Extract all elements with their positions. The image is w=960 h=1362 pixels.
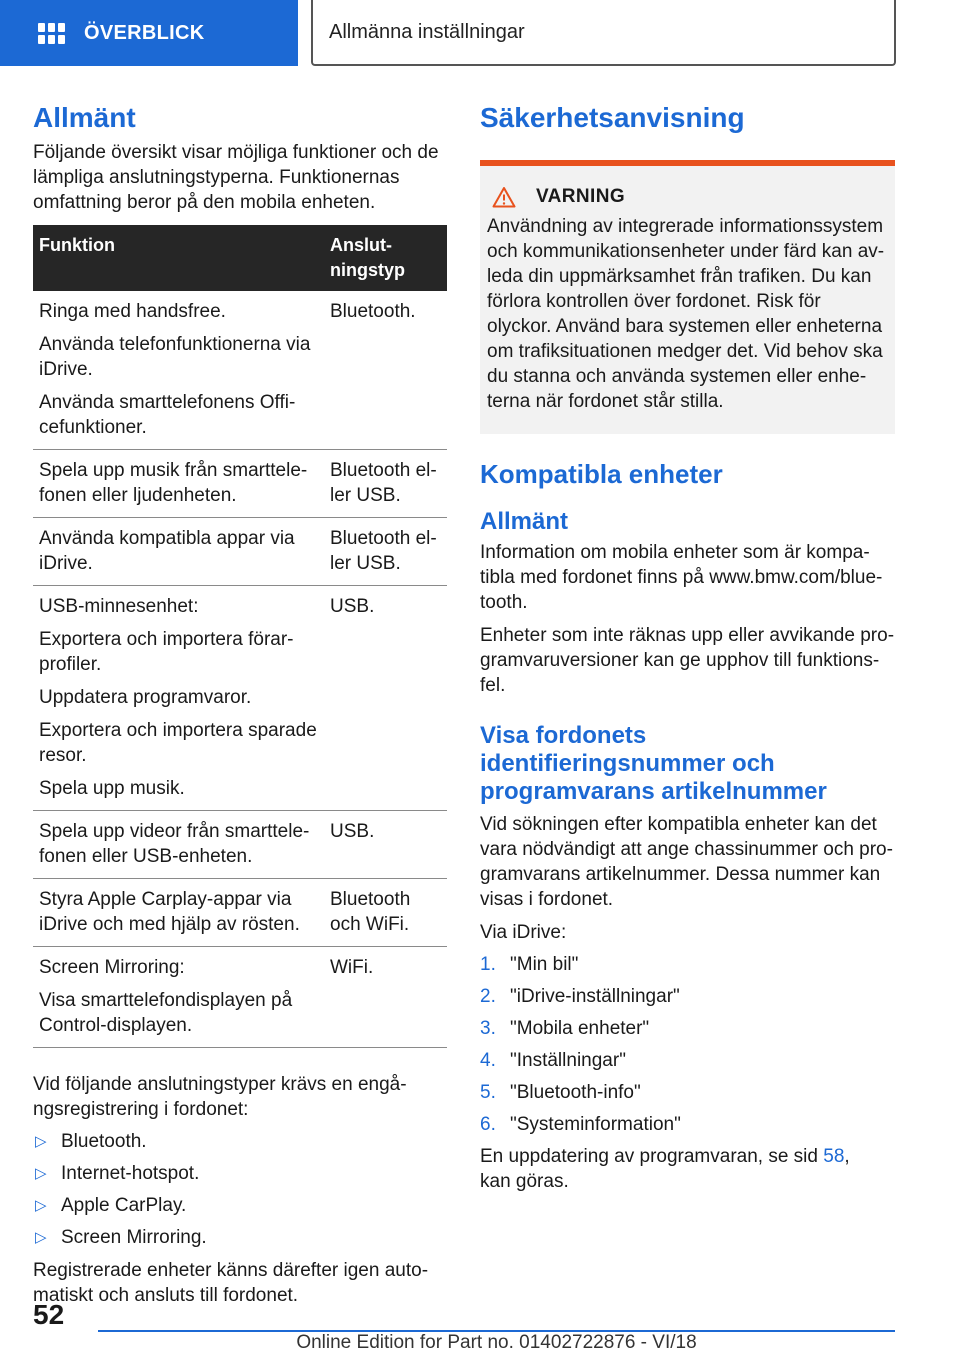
step-text: "iDrive-inställningar" (510, 986, 680, 1007)
table-row (33, 811, 447, 879)
function-cell-line: Uppdatera programvaror. (39, 687, 252, 708)
warning-triangle-icon (492, 186, 516, 208)
list-item (480, 1048, 895, 1073)
function-cell-line: Använda telefonfunktionerna via iDrive. (39, 334, 311, 380)
via-idrive-label: Via iDrive: (480, 922, 567, 943)
list-item (480, 952, 895, 977)
update-suffix: , (844, 1146, 850, 1167)
idrive-steps-list (480, 952, 895, 1137)
step-text: "Mobila enheter" (510, 1018, 650, 1039)
function-cell-line: Spela upp videor från smarttelefonen eller USB-enheten. (39, 821, 310, 867)
update-paragraph (480, 1144, 895, 1194)
table-body (33, 291, 447, 1048)
function-cell (33, 458, 324, 508)
function-cell-line: Exportera och importera förarprofiler. (39, 629, 294, 675)
function-table (33, 225, 447, 1048)
list-item (33, 1225, 447, 1250)
compatible-paragraph-1: Information om mobila enheter som är kompatibla med fordonet finns på www.bmw.com/bluetooth. (480, 542, 883, 613)
function-cell-line: USB-minnesenhet: (39, 596, 199, 617)
step-text: "Bluetooth-info" (510, 1082, 641, 1103)
connection-cell-text: WiFi. (330, 957, 374, 978)
step-number: 2. (480, 986, 496, 1007)
grid-icon (38, 21, 66, 45)
function-cell (33, 955, 324, 1038)
table-header-connection: Anslutningstyp (330, 235, 405, 280)
warning-title-text: VARNING (536, 186, 626, 207)
connection-cell-text: Bluetooth och WiFi. (330, 889, 411, 935)
compatible-devices-heading: Kompatibla enheter (480, 459, 723, 489)
table-header-function: Funktion (39, 235, 115, 255)
edition-text: Online Edition for Part no. 01402722876 - VI/18 (296, 1332, 697, 1353)
step-number: 3. (480, 1018, 496, 1039)
function-cell (33, 819, 324, 869)
connection-cell-text: USB. (330, 821, 375, 842)
connection-bullet-list (33, 1129, 447, 1250)
overview-tab[interactable] (0, 0, 298, 66)
table-row (33, 947, 447, 1048)
list-item-text: Bluetooth. (61, 1131, 147, 1152)
list-item (33, 1193, 447, 1218)
registration-paragraph: Vid följande anslutningstyper krävs en engångsregistrering i fordonet: (33, 1074, 407, 1120)
function-cell (33, 299, 324, 440)
closing-paragraph: Registrerade enheter känns därefter igen automatiskt och ansluts till fordonet. (33, 1260, 429, 1306)
list-item (480, 1080, 895, 1105)
update-line2: kan göras. (480, 1171, 569, 1192)
function-cell-line: Visa smarttelefondisplayen på Control-displayen. (39, 990, 293, 1036)
connection-cell (324, 887, 447, 937)
step-number: 1. (480, 954, 496, 975)
warning-title (492, 186, 887, 208)
function-cell-line: Använda smarttelefonens Officefunktioner. (39, 392, 296, 438)
table-row (33, 291, 447, 450)
update-prefix: En uppdatering av programvaran, se sid (480, 1146, 824, 1167)
connection-cell (324, 955, 447, 1038)
function-cell (33, 594, 324, 801)
list-item (480, 1016, 895, 1041)
vin-heading: Visa fordonets identifieringsnummer och programvarans artikelnummer (480, 722, 827, 805)
function-cell-line: Spela upp musik. (39, 778, 185, 799)
step-number: 4. (480, 1050, 496, 1071)
table-row (33, 518, 447, 586)
connection-cell (324, 594, 447, 801)
list-item-text: Internet-hotspot. (61, 1163, 200, 1184)
list-item (33, 1161, 447, 1186)
connection-cell-text: Bluetooth eller USB. (330, 460, 437, 506)
warning-text: Användning av integrerade informationssystem och kommunikationsenheter under färd kan avleda din uppmärksamhet från trafiken. Du kan förlora kontrollen över fordonet. Risk för olyckor. Använd bara systemen eller enheterna om trafiksituationen medger det. Vid behov ska du stanna och använda systemen eller enheterna när fordonet står stilla. (487, 216, 885, 412)
function-cell-line: Exportera och importera sparade resor. (39, 720, 317, 766)
triangle-bullet-icon: ▷ (35, 1229, 47, 1246)
function-cell (33, 526, 324, 576)
step-text: "Systeminformation" (510, 1114, 681, 1135)
page-link-58[interactable]: 58 (823, 1146, 845, 1167)
general-heading: Allmänt (33, 102, 136, 133)
connection-cell (324, 819, 447, 869)
list-item (480, 984, 895, 1009)
function-cell-line: Styra Apple Carplay-appar via iDrive och med hjälp av rösten. (39, 889, 300, 935)
table-row (33, 450, 447, 518)
function-cell-line: Ringa med handsfree. (39, 301, 226, 322)
safety-heading: Säkerhetsanvisning (480, 102, 745, 133)
function-cell (33, 887, 324, 937)
list-item (33, 1129, 447, 1154)
connection-cell-text: USB. (330, 596, 375, 617)
step-number: 6. (480, 1114, 496, 1135)
function-cell-line: Använda kompatibla appar via iDrive. (39, 528, 295, 574)
list-item-text: Screen Mirroring. (61, 1227, 207, 1248)
function-cell-line: Spela upp musik från smarttelefonen eller ljudenheten. (39, 460, 308, 506)
triangle-bullet-icon: ▷ (35, 1165, 47, 1182)
connection-cell (324, 526, 447, 576)
left-column (33, 100, 447, 1308)
section-tab-label: Allmänna inställningar (329, 20, 525, 43)
list-item-text: Apple CarPlay. (61, 1195, 187, 1216)
triangle-bullet-icon: ▷ (35, 1197, 47, 1214)
connection-cell-text: Bluetooth eller USB. (330, 528, 437, 574)
table-row (33, 586, 447, 811)
intro-paragraph: Följande översikt visar möjliga funktioner och de lämpliga anslutningstyperna. Funktionernas omfattning beror på den mobila enheten. (33, 142, 439, 213)
compatible-general-heading: Allmänt (480, 508, 569, 535)
list-item (480, 1112, 895, 1137)
connection-cell (324, 458, 447, 508)
vin-paragraph: Vid sökningen efter kompatibla enheter kan det vara nödvändigt att ange chassinummer och programvarans artikelnummer. Dessa nummer kan visas i fordonet. (480, 814, 893, 910)
step-number: 5. (480, 1082, 496, 1103)
page-header (0, 0, 960, 66)
table-row (33, 879, 447, 947)
connection-cell (324, 299, 447, 440)
warning-box (480, 166, 895, 434)
compatible-paragraph-2: Enheter som inte räknas upp eller avvikande programvaruversioner kan ge upphov till funktionsfel. (480, 625, 895, 696)
page-number: 52 (33, 1299, 65, 1330)
overview-tab-label: ÖVERBLICK (84, 21, 205, 44)
table-header (33, 225, 447, 291)
step-text: "Min bil" (510, 954, 579, 975)
section-tab[interactable] (311, 0, 896, 66)
right-column (480, 100, 895, 1194)
step-text: "Inställningar" (510, 1050, 626, 1071)
connection-cell-text: Bluetooth. (330, 301, 416, 322)
triangle-bullet-icon: ▷ (35, 1133, 47, 1150)
function-cell-line: Screen Mirroring: (39, 957, 185, 978)
